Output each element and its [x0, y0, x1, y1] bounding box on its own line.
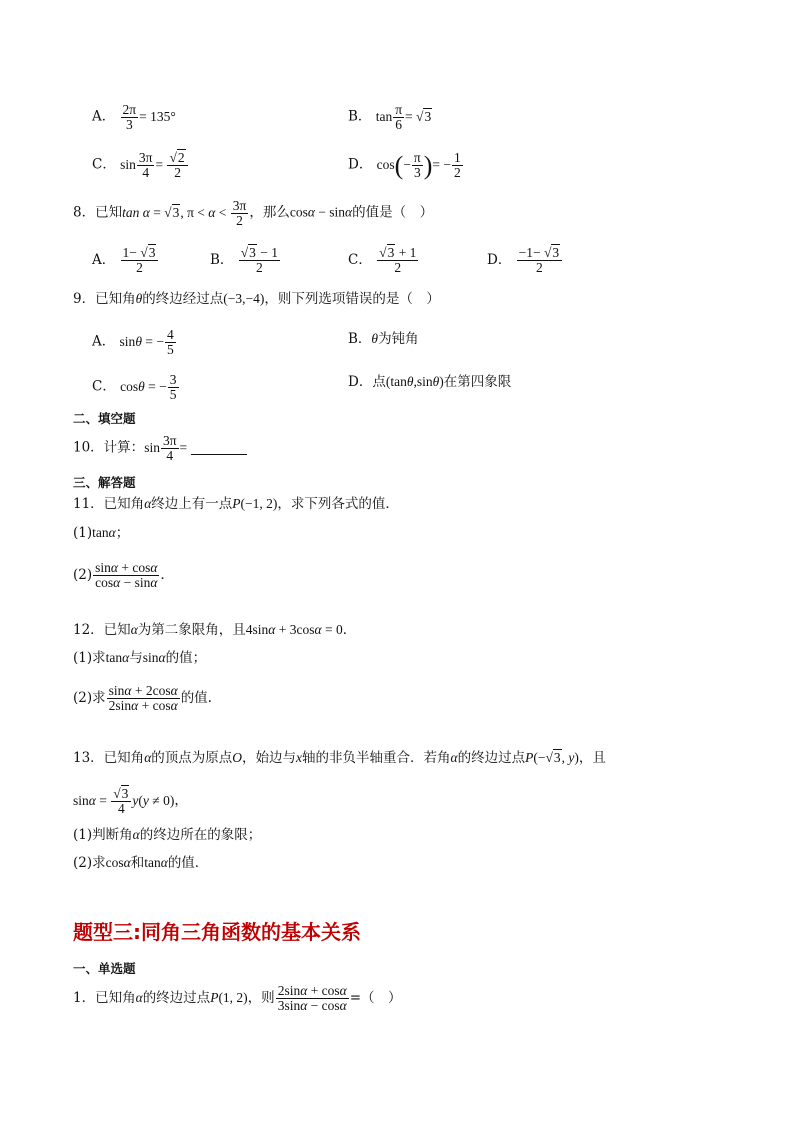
math-expr: tan $\frac{\pi}{6}$ = √3: [375, 102, 432, 132]
math-expr: $\frac{\sin\alpha + \cos\alpha}{\cos\alpha - \sin\alpha}$: [95, 560, 158, 590]
q8-stem: 8．已知tan α = √3, π < α < $\frac{3\pi}{2}$ ，那么cosα − sinα的值是（ ）: [73, 198, 434, 228]
math-expr: $\frac{-1- √3}{2}$: [517, 246, 563, 275]
q7-option-d: D． cos(− $\frac{\pi}{3}$ )= − $\frac{1}{2}$: [348, 151, 464, 180]
math-expr: sin $\frac{3\pi}{4}$ =: [144, 433, 191, 463]
q8-option-b: B． $\frac{√3 - 1}{2}$: [210, 245, 279, 275]
math-expr: $\frac{\sin\alpha + 2\cos\alpha}{2\sin\alpha + \cos\alpha}$: [108, 683, 178, 713]
q8-option-a: A． $\frac{1- √3}{2}$: [92, 246, 159, 275]
q1-stem: 1．已知角α的终边过点P(1, 2)，则 $\frac{2\sin\alpha + \cos\alpha}{3\sin\alpha - \cos\alpha}$ =（ ）: [73, 983, 402, 1013]
q12-part-1: (1)求tanα与sinα的值；: [73, 650, 207, 666]
q7-option-b: B． tan $\frac{\pi}{6}$ = √3: [348, 102, 432, 132]
q13-part-1: (1)判断角α的终边所在的象限；: [73, 827, 262, 843]
math-expr: $\frac{1- √3}{2}$: [121, 246, 159, 275]
math-expr: cosα − sinα: [289, 204, 353, 220]
math-expr: sinα = $\frac{√3}{4}$ y(y ≠ 0): [73, 786, 175, 816]
q8-option-c: C． $\frac{√3 + 1}{2}$: [348, 245, 417, 275]
q9-option-d: D．点(tanθ,sinθ)在第四象限: [348, 374, 512, 390]
q8-option-d: D． $\frac{-1- √3}{2}$: [487, 246, 563, 275]
q7-option-c: C． sin $\frac{3\pi}{4}$ = $\frac{√2}{2}$: [92, 151, 189, 180]
q7-option-a: A． $\frac{2\pi}{3}$ = 135°: [92, 102, 176, 132]
q12-part-2: (2)求 $\frac{\sin\alpha + 2\cos\alpha}{2\sin\alpha + \cos\alpha}$ 的值.: [73, 683, 212, 713]
math-expr: cosθ = − $\frac{3}{5}$: [120, 372, 177, 402]
section-fill-in: 二、填空题: [73, 411, 136, 426]
q11-stem: 11．已知角α终边上有一点P(−1, 2)，求下列各式的值．: [73, 496, 399, 512]
section-answer: 三、解答题: [73, 475, 136, 490]
math-expr: sin $\frac{3\pi}{4}$ = $\frac{√2}{2}$: [120, 157, 189, 172]
math-expr: tan α = √3, π < α < $\frac{3\pi}{2}$: [122, 198, 247, 228]
math-expr: sinθ = − $\frac{4}{5}$: [119, 327, 174, 357]
q12-stem: 12．已知α为第二象限角，且4sinα + 3cosα = 0．: [73, 622, 357, 638]
section-single-choice: 一、单选题: [73, 961, 136, 976]
math-expr: $\frac{2\pi}{3}$ = 135°: [122, 102, 176, 132]
q13-line-2: sinα = $\frac{√3}{4}$ y(y ≠ 0)，: [73, 786, 188, 816]
answer-blank: [191, 442, 247, 455]
math-expr: cos(− $\frac{\pi}{3}$ )= − $\frac{1}{2}$: [376, 150, 461, 180]
math-expr: $\frac{√3 - 1}{2}$: [240, 245, 279, 275]
q9-stem: 9．已知角θ的终边经过点(−3,−4)，则下列选项错误的是（ ）: [73, 291, 440, 307]
math-expr: $\frac{2\sin\alpha + \cos\alpha}{3\sin\alpha - \cos\alpha}$: [277, 983, 347, 1013]
section-heading: 题型三:同角三角函数的基本关系: [73, 920, 361, 944]
q9-option-b: B．θ为钝角: [348, 331, 419, 347]
q11-part-2: (2) $\frac{\sin\alpha + \cos\alpha}{\cos\alpha - \sin\alpha}$ ．: [73, 560, 174, 590]
q11-part-1: (1)tanα；: [73, 525, 130, 541]
math-expr: $\frac{√3 + 1}{2}$: [379, 245, 417, 275]
q13-stem: 13．已知角α的顶点为原点O，始边与x轴的非负半轴重合．若角α的终边过点P(−√3, y)，且: [73, 750, 606, 766]
q9-option-c: C． cosθ = − $\frac{3}{5}$: [92, 373, 180, 402]
q9-option-a: A． sinθ = − $\frac{4}{5}$: [92, 328, 177, 357]
q13-part-2: (2)求cosα和tanα的值．: [73, 855, 209, 871]
q10: 10．计算：sin $\frac{3\pi}{4}$ =: [73, 434, 247, 463]
